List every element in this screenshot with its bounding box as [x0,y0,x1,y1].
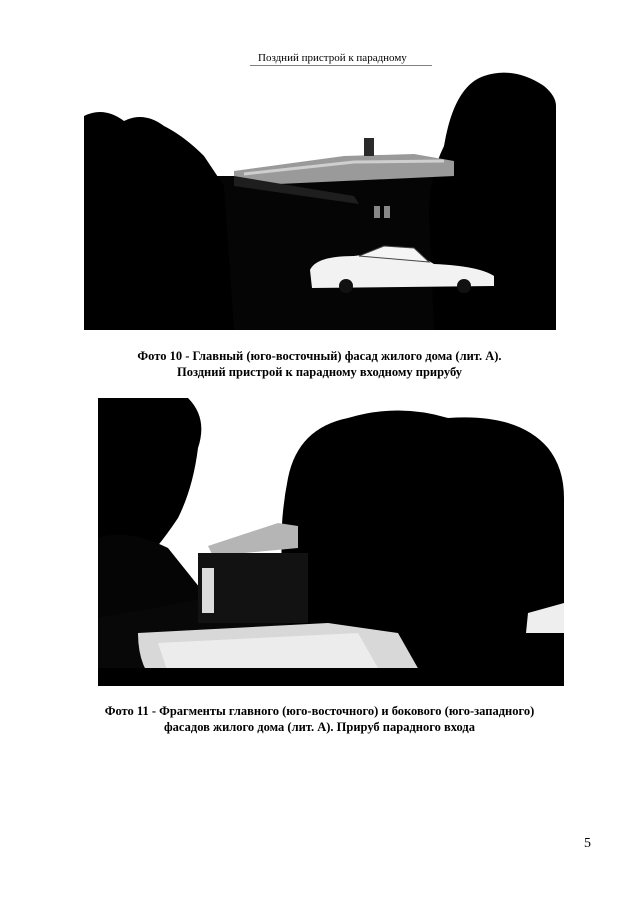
caption-line-1: Фото 10 - Главный (юго-восточный) фасад жилого дома (лит. А). [137,349,502,363]
caption-line-2: фасадов жилого дома (лит. А). Прируб парадного входа [164,720,475,734]
page-number: 5 [584,836,591,851]
photo-11-house-fragments [98,398,564,686]
photo-10-house-facade [84,66,556,330]
annotation-line-1: Поздний пристрой к парадному [258,52,407,64]
photo-11-caption [40,703,599,735]
caption-line-1: Фото 11 - Фрагменты главного (юго-восточного) и бокового (юго-западного) [104,704,535,718]
photo-10-caption [40,348,599,380]
caption-line-2: Поздний пристрой к парадному входному прирубу [176,365,463,379]
